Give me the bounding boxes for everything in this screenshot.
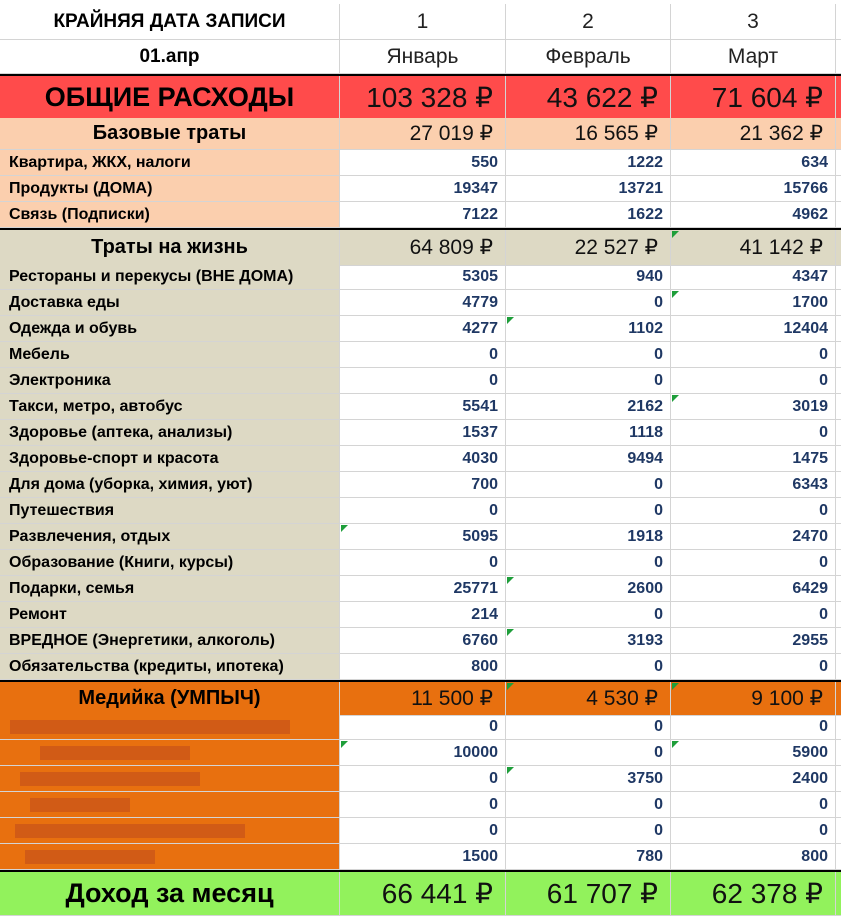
amount-cell[interactable]: 1622: [506, 202, 671, 228]
amount-cell[interactable]: 2470: [671, 524, 836, 550]
cell-edge: [836, 368, 841, 394]
redaction-block: [15, 824, 245, 838]
redaction-block: [25, 850, 155, 864]
amount-cell[interactable]: 5095: [340, 524, 506, 550]
amount-cell[interactable]: 0: [671, 420, 836, 446]
amount-cell[interactable]: 0: [671, 792, 836, 818]
redaction-block: [20, 772, 200, 786]
amount-cell[interactable]: 700: [340, 472, 506, 498]
amount-cell[interactable]: 5541: [340, 394, 506, 420]
cell-edge: [836, 740, 841, 766]
life-item-row: [0, 472, 841, 498]
cell-edge: [836, 342, 841, 368]
amount-cell[interactable]: 2400: [671, 766, 836, 792]
amount-cell[interactable]: 0: [340, 550, 506, 576]
cell-edge: [836, 76, 841, 120]
base-section-total[interactable]: 27 019 ₽: [340, 118, 506, 150]
cell-edge: [836, 40, 841, 74]
redaction-blur: [0, 714, 340, 870]
cell-edge: [836, 472, 841, 498]
amount-cell[interactable]: 3193: [506, 628, 671, 654]
cell-edge: [836, 264, 841, 290]
amount-cell[interactable]: 2955: [671, 628, 836, 654]
category-label[interactable]: Подарки, семья: [0, 576, 340, 602]
amount-cell[interactable]: 6343: [671, 472, 836, 498]
cell-edge: [836, 316, 841, 342]
amount-cell[interactable]: 940: [506, 264, 671, 290]
amount-cell[interactable]: 0: [506, 714, 671, 740]
month-header[interactable]: Март: [671, 40, 836, 74]
amount-cell[interactable]: 2162: [506, 394, 671, 420]
amount-cell[interactable]: 0: [506, 368, 671, 394]
amount-cell[interactable]: 4779: [340, 290, 506, 316]
life-section-total[interactable]: 41 142 ₽: [671, 230, 836, 266]
amount-cell[interactable]: 0: [340, 498, 506, 524]
category-label[interactable]: Рестораны и перекусы (ВНЕ ДОМА): [0, 264, 340, 290]
cell-edge: [836, 682, 841, 716]
amount-cell[interactable]: 0: [506, 818, 671, 844]
amount-cell[interactable]: 1222: [506, 150, 671, 176]
life-section-label[interactable]: Траты на жизнь: [0, 230, 340, 266]
medic-section-row: [0, 680, 841, 716]
amount-cell[interactable]: 19347: [340, 176, 506, 202]
base-section-label[interactable]: Базовые траты: [0, 118, 340, 150]
life-item-row: [0, 446, 841, 472]
category-label[interactable]: Такси, метро, автобус: [0, 394, 340, 420]
life-item-row: [0, 420, 841, 446]
amount-cell[interactable]: 214: [340, 602, 506, 628]
cell-edge: [836, 176, 841, 202]
amount-cell[interactable]: 0: [340, 766, 506, 792]
header-row-months: [0, 40, 841, 74]
month-header[interactable]: Январь: [340, 40, 506, 74]
base-section-total[interactable]: 16 565 ₽: [506, 118, 671, 150]
monthly-income-label[interactable]: Доход за месяц: [0, 872, 340, 916]
category-label[interactable]: Электроника: [0, 368, 340, 394]
cell-edge: [836, 792, 841, 818]
life-item-row: [0, 394, 841, 420]
cell-edge: [836, 550, 841, 576]
category-label[interactable]: Мебель: [0, 342, 340, 368]
amount-cell[interactable]: 0: [340, 342, 506, 368]
cell-edge: [836, 818, 841, 844]
monthly-income-value[interactable]: 62 378 ₽: [671, 872, 836, 916]
redaction-block: [30, 798, 130, 812]
monthly-income-value[interactable]: 61 707 ₽: [506, 872, 671, 916]
amount-cell[interactable]: 780: [506, 844, 671, 870]
total-row: [0, 74, 841, 120]
cell-edge: [836, 872, 841, 916]
amount-cell[interactable]: 0: [671, 654, 836, 680]
life-section-total[interactable]: 22 527 ₽: [506, 230, 671, 266]
base-item-row: [0, 176, 841, 202]
medic-section-total[interactable]: 11 500 ₽: [340, 682, 506, 716]
amount-cell[interactable]: 1102: [506, 316, 671, 342]
amount-cell[interactable]: 0: [340, 818, 506, 844]
column-number[interactable]: 3: [671, 4, 836, 40]
cell-edge: [836, 394, 841, 420]
category-label[interactable]: Квартира, ЖКХ, налоги: [0, 150, 340, 176]
category-label[interactable]: Продукты (ДОМА): [0, 176, 340, 202]
cell-edge: [836, 714, 841, 740]
cell-edge: [836, 150, 841, 176]
redaction-block: [10, 720, 290, 734]
amount-cell[interactable]: 12404: [671, 316, 836, 342]
amount-cell[interactable]: 4347: [671, 264, 836, 290]
amount-cell[interactable]: 10000: [340, 740, 506, 766]
column-number[interactable]: 1: [340, 4, 506, 40]
amount-cell[interactable]: 9494: [506, 446, 671, 472]
amount-cell[interactable]: 6429: [671, 576, 836, 602]
amount-cell[interactable]: 0: [671, 342, 836, 368]
cell-edge: [836, 602, 841, 628]
total-expenses-value[interactable]: 71 604 ₽: [671, 76, 836, 120]
life-item-row: [0, 264, 841, 290]
amount-cell[interactable]: 0: [671, 714, 836, 740]
category-label[interactable]: Ремонт: [0, 602, 340, 628]
cell-edge: [836, 844, 841, 870]
medic-section-total[interactable]: 9 100 ₽: [671, 682, 836, 716]
amount-cell[interactable]: 0: [340, 714, 506, 740]
life-item-row: [0, 316, 841, 342]
income-row: [0, 870, 841, 916]
amount-cell[interactable]: 1475: [671, 446, 836, 472]
amount-cell[interactable]: 4962: [671, 202, 836, 228]
life-item-row: [0, 368, 841, 394]
monthly-income-value[interactable]: 66 441 ₽: [340, 872, 506, 916]
amount-cell[interactable]: 0: [506, 602, 671, 628]
amount-cell[interactable]: 0: [506, 550, 671, 576]
category-label[interactable]: Одежда и обувь: [0, 316, 340, 342]
amount-cell[interactable]: 0: [671, 550, 836, 576]
amount-cell[interactable]: 5305: [340, 264, 506, 290]
amount-cell[interactable]: 0: [506, 472, 671, 498]
amount-cell[interactable]: 0: [506, 792, 671, 818]
amount-cell[interactable]: 800: [671, 844, 836, 870]
amount-cell[interactable]: 0: [671, 368, 836, 394]
life-item-row: [0, 342, 841, 368]
cell-edge: [836, 576, 841, 602]
amount-cell[interactable]: 0: [671, 602, 836, 628]
category-label[interactable]: Доставка еды: [0, 290, 340, 316]
amount-cell[interactable]: 2600: [506, 576, 671, 602]
amount-cell[interactable]: 1918: [506, 524, 671, 550]
category-label[interactable]: Здоровье-спорт и красота: [0, 446, 340, 472]
category-label[interactable]: Обязательства (кредиты, ипотека): [0, 654, 340, 680]
amount-cell[interactable]: 0: [506, 342, 671, 368]
deadline-date[interactable]: 01.апр: [0, 40, 340, 74]
amount-cell[interactable]: 3019: [671, 394, 836, 420]
cell-edge: [836, 230, 841, 266]
amount-cell[interactable]: 0: [506, 498, 671, 524]
cell-edge: [836, 420, 841, 446]
life-item-row: [0, 628, 841, 654]
amount-cell[interactable]: 550: [340, 150, 506, 176]
amount-cell[interactable]: 7122: [340, 202, 506, 228]
category-label[interactable]: Здоровье (аптека, анализы): [0, 420, 340, 446]
amount-cell[interactable]: 0: [340, 368, 506, 394]
amount-cell[interactable]: 800: [340, 654, 506, 680]
amount-cell[interactable]: 3750: [506, 766, 671, 792]
sheet-title[interactable]: КРАЙНЯЯ ДАТА ЗАПИСИ: [0, 4, 340, 40]
cell-edge: [836, 766, 841, 792]
header-row-title: [0, 4, 841, 40]
life-item-row: [0, 602, 841, 628]
base-section-total[interactable]: 21 362 ₽: [671, 118, 836, 150]
cell-edge: [836, 4, 841, 40]
total-expenses-value[interactable]: 43 622 ₽: [506, 76, 671, 120]
life-item-row: [0, 576, 841, 602]
cell-edge: [836, 628, 841, 654]
cell-edge: [836, 654, 841, 680]
amount-cell[interactable]: 0: [506, 654, 671, 680]
category-label[interactable]: Развлечения, отдых: [0, 524, 340, 550]
total-expenses-value[interactable]: 103 328 ₽: [340, 76, 506, 120]
life-section-row: [0, 228, 841, 266]
amount-cell[interactable]: 4277: [340, 316, 506, 342]
life-item-row: [0, 524, 841, 550]
amount-cell[interactable]: 0: [506, 290, 671, 316]
amount-cell[interactable]: 15766: [671, 176, 836, 202]
base-section-row: [0, 118, 841, 150]
life-item-row: [0, 290, 841, 316]
amount-cell[interactable]: 13721: [506, 176, 671, 202]
amount-cell[interactable]: 1500: [340, 844, 506, 870]
amount-cell[interactable]: 25771: [340, 576, 506, 602]
column-number[interactable]: 2: [506, 4, 671, 40]
redaction-block: [40, 746, 190, 760]
cell-edge: [836, 290, 841, 316]
cell-edge: [836, 498, 841, 524]
amount-cell[interactable]: 1118: [506, 420, 671, 446]
category-label[interactable]: Для дома (уборка, химия, уют): [0, 472, 340, 498]
amount-cell[interactable]: 0: [671, 818, 836, 844]
life-item-row: [0, 498, 841, 524]
category-label[interactable]: Связь (Подписки): [0, 202, 340, 228]
life-section-total[interactable]: 64 809 ₽: [340, 230, 506, 266]
amount-cell[interactable]: 634: [671, 150, 836, 176]
month-header[interactable]: Февраль: [506, 40, 671, 74]
category-label[interactable]: Путешествия: [0, 498, 340, 524]
medic-section-total[interactable]: 4 530 ₽: [506, 682, 671, 716]
medic-section-label[interactable]: Медийка (УМПЫЧ): [0, 682, 340, 716]
cell-edge: [836, 202, 841, 228]
base-item-row: [0, 150, 841, 176]
category-label[interactable]: Образование (Книги, курсы): [0, 550, 340, 576]
amount-cell[interactable]: 0: [671, 498, 836, 524]
amount-cell[interactable]: 1537: [340, 420, 506, 446]
cell-edge: [836, 446, 841, 472]
total-expenses-label[interactable]: ОБЩИЕ РАСХОДЫ: [0, 76, 340, 120]
life-item-row: [0, 550, 841, 576]
amount-cell[interactable]: 0: [340, 792, 506, 818]
life-item-row: [0, 654, 841, 680]
amount-cell[interactable]: 5900: [671, 740, 836, 766]
category-label[interactable]: ВРЕДНОЕ (Энергетики, алкоголь): [0, 628, 340, 654]
amount-cell[interactable]: 4030: [340, 446, 506, 472]
cell-edge: [836, 524, 841, 550]
cell-edge: [836, 118, 841, 150]
amount-cell[interactable]: 0: [506, 740, 671, 766]
amount-cell[interactable]: 6760: [340, 628, 506, 654]
amount-cell[interactable]: 1700: [671, 290, 836, 316]
base-item-row: [0, 202, 841, 228]
